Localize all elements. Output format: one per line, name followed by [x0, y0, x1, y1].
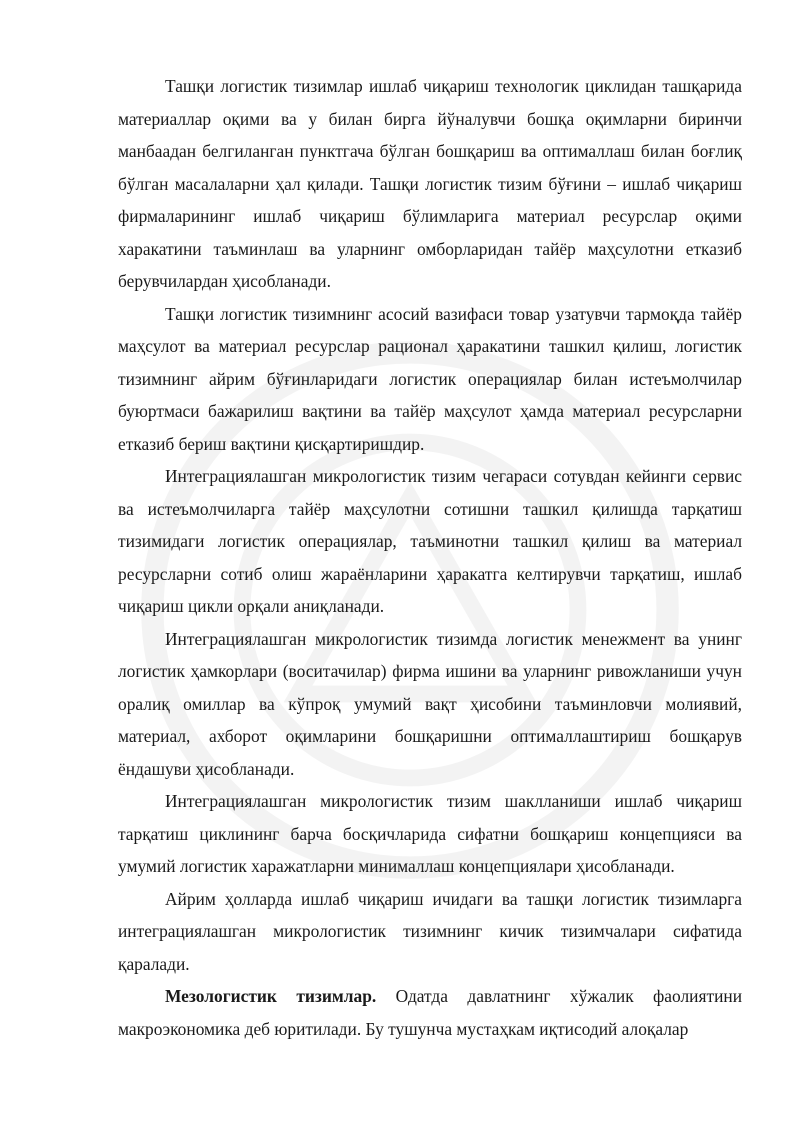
document-body [118, 70, 742, 1045]
paragraph-3 [118, 460, 742, 623]
section-heading-mesologistic: Мезологистик тизимлар. [165, 986, 377, 1006]
paragraph-6 [118, 883, 742, 981]
paragraph-3-text: Интеграциялашган микрологистик тизим чегараси сотувдан кейинги сервис ва истеъмолчиларга тайёр маҳсулотни сотишни ташкил қилишда тарқатиш тизимидаги логистик операциялар, таъминотни ташкил қилиш ва материал ресурсларни сотиб олиш жараёнларини ҳаракатга келтирувчи тарқатиш, ишлаб чиқариш цикли орқали аниқланади. [118, 466, 742, 616]
paragraph-7-text: Одатда давлатнинг хўжалик фаолиятини макроэкономика деб юритилади. Бу тушунча мустаҳкам иқтисодий алоқалар [118, 986, 742, 1039]
paragraph-7 [118, 980, 742, 1045]
paragraph-4-text: Интеграциялашган микрологистик тизимда логистик менежмент ва унинг логистик ҳамкорлари (воситачилар) фирма ишини ва уларнинг ривожланиши учун оралиқ омиллар ва кўпроқ умумий вақт ҳисобини таъминловчи молиявий, материал, ахборот оқимларини бошқаришни оптималлаштириш бошқарув ёндашуви ҳисобланади. [118, 628, 742, 779]
paragraph-5-text: Интеграциялашган микрологистик тизим шаклланиши ишлаб чиқариш тарқатиш циклининг барча босқичларида сифатни бошқариш концепцияси ва умумий логистик харажатларни минималлаш концепциялари ҳисобланади. [118, 791, 742, 876]
paragraph-1 [118, 70, 742, 298]
paragraph-6-text: Айрим ҳолларда ишлаб чиқариш ичидаги ва ташқи логистик тизимларга интеграциялашган микрологистик тизимнинг кичик тизимчалари сифатида қаралади. [118, 888, 742, 974]
paragraph-1-text: Ташқи логистик тизимлар ишлаб чиқариш технологик циклидан ташқарида материаллар оқими ва у билан бирга йўналувчи бошқа оқимларни биринчи манбаадан белгиланган пунктгача бўлган бошқариш ва оптималлаш билан боғлиқ бўлган масалаларни ҳал қилади. Ташқи логистик тизим бўғини – ишлаб чиқариш фирмаларининг ишлаб чиқариш бўлимларига материал ресурслар оқими харакатини таъминлаш ва уларнинг омборларидан тайёр маҳсулотни етказиб берувчилардан ҳисобланади. [118, 76, 742, 291]
paragraph-4 [118, 623, 742, 786]
paragraph-5 [118, 785, 742, 883]
paragraph-2-text: Ташқи логистик тизимнинг асосий вазифаси товар узатувчи тармоқда тайёр маҳсулот ва материал ресурслар рационал ҳаракатини ташкил қилиш, логистик тизимнинг айрим бўғинларидаги логистик операциялар билан истеъмолчилар буюртмаси бажарилиш вақтини ва тайёр маҳсулот ҳамда материал ресурсларни етказиб бериш вақтини қисқартиришдир. [118, 303, 742, 454]
paragraph-2 [118, 298, 742, 461]
